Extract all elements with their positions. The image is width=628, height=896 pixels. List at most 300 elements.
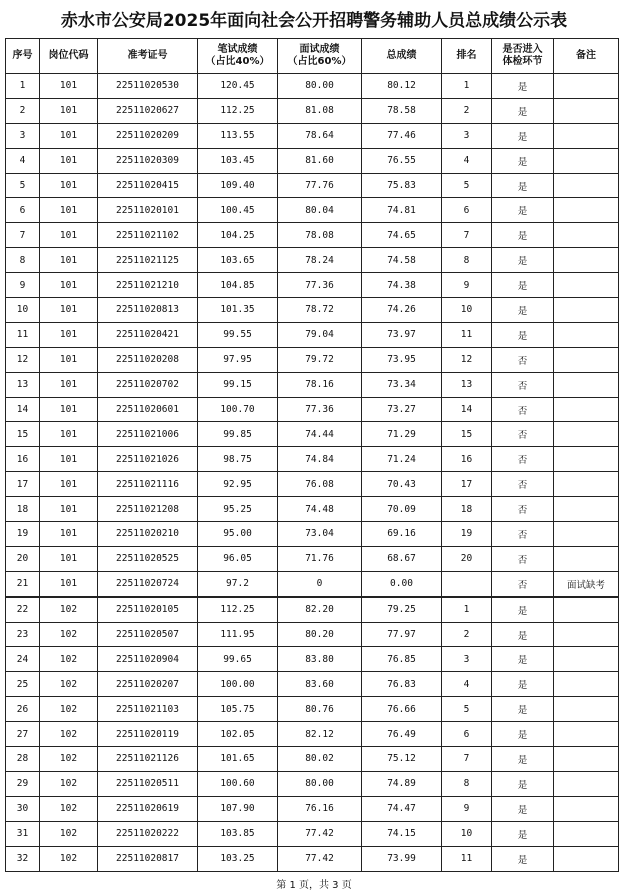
table-row: [6, 74, 619, 99]
table-row: [6, 322, 619, 347]
cell-enter-exam: 是: [492, 298, 554, 323]
cell-ticket-number: 22511021103: [98, 697, 198, 722]
cell-seq: 20: [6, 546, 40, 571]
cell-written-score: 103.45: [198, 148, 278, 173]
cell-post-code: 101: [40, 497, 98, 522]
cell-written-score: 111.95: [198, 622, 278, 647]
cell-written-score: 104.25: [198, 223, 278, 248]
cell-interview-score: 80.04: [278, 198, 362, 223]
cell-ticket-number: 22511021006: [98, 422, 198, 447]
cell-enter-exam: 是: [492, 846, 554, 871]
cell-enter-exam: 是: [492, 173, 554, 198]
cell-post-code: 102: [40, 846, 98, 871]
cell-post-code: 101: [40, 248, 98, 273]
cell-rank: 3: [442, 123, 492, 148]
cell-post-code: 102: [40, 597, 98, 622]
header-ticket-number: 准考证号: [98, 39, 198, 74]
cell-seq: 28: [6, 747, 40, 772]
table-row: [6, 597, 619, 622]
cell-written-score: 112.25: [198, 98, 278, 123]
cell-ticket-number: 22511021210: [98, 273, 198, 298]
cell-written-score: 103.65: [198, 248, 278, 273]
cell-ticket-number: 22511020210: [98, 522, 198, 547]
cell-rank: 13: [442, 372, 492, 397]
cell-remark: [554, 722, 619, 747]
cell-rank: 8: [442, 771, 492, 796]
table-row: [6, 647, 619, 672]
cell-seq: 11: [6, 322, 40, 347]
cell-ticket-number: 22511021208: [98, 497, 198, 522]
cell-post-code: 101: [40, 98, 98, 123]
cell-interview-score: 82.20: [278, 597, 362, 622]
cell-written-score: 101.35: [198, 298, 278, 323]
cell-enter-exam: 否: [492, 397, 554, 422]
cell-seq: 27: [6, 722, 40, 747]
cell-remark: [554, 123, 619, 148]
header-interview-line1: 面试成绩: [299, 44, 340, 55]
cell-ticket-number: 22511020817: [98, 846, 198, 871]
cell-enter-exam: 是: [492, 622, 554, 647]
cell-remark: [554, 273, 619, 298]
cell-remark: [554, 74, 619, 99]
cell-seq: 6: [6, 198, 40, 223]
cell-written-score: 103.25: [198, 846, 278, 871]
cell-remark: [554, 397, 619, 422]
table-row: [6, 846, 619, 871]
cell-interview-score: 77.42: [278, 821, 362, 846]
cell-total-score: 78.58: [362, 98, 442, 123]
cell-total-score: 0.00: [362, 571, 442, 596]
cell-seq: 23: [6, 622, 40, 647]
cell-post-code: 101: [40, 372, 98, 397]
cell-written-score: 92.95: [198, 472, 278, 497]
cell-rank: [442, 571, 492, 596]
cell-total-score: 73.34: [362, 372, 442, 397]
header-total-score: 总成绩: [362, 39, 442, 74]
table-row: [6, 771, 619, 796]
cell-written-score: 99.15: [198, 372, 278, 397]
cell-interview-score: 78.16: [278, 372, 362, 397]
cell-rank: 20: [442, 546, 492, 571]
page-title: 赤水市公安局2025年面向社会公开招聘警务辅助人员总成绩公示表: [60, 11, 568, 31]
cell-remark: [554, 148, 619, 173]
cell-remark: [554, 322, 619, 347]
cell-rank: 10: [442, 298, 492, 323]
cell-written-score: 95.00: [198, 522, 278, 547]
cell-rank: 17: [442, 472, 492, 497]
cell-ticket-number: 22511020904: [98, 647, 198, 672]
cell-ticket-number: 22511020208: [98, 347, 198, 372]
cell-remark: [554, 173, 619, 198]
header-written-line2: （占比40%）: [205, 56, 270, 67]
table-row: [6, 672, 619, 697]
cell-rank: 2: [442, 622, 492, 647]
cell-ticket-number: 22511020813: [98, 298, 198, 323]
table-row: [6, 223, 619, 248]
cell-ticket-number: 22511020207: [98, 672, 198, 697]
header-rank: 排名: [442, 39, 492, 74]
cell-interview-score: 79.04: [278, 322, 362, 347]
cell-written-score: 95.25: [198, 497, 278, 522]
cell-enter-exam: 是: [492, 74, 554, 99]
cell-total-score: 74.81: [362, 198, 442, 223]
cell-seq: 4: [6, 148, 40, 173]
cell-ticket-number: 22511020222: [98, 821, 198, 846]
cell-enter-exam: 是: [492, 198, 554, 223]
cell-total-score: 76.85: [362, 647, 442, 672]
cell-post-code: 101: [40, 273, 98, 298]
cell-remark: [554, 672, 619, 697]
page-footer: 第 1 页，共 3 页: [276, 880, 352, 891]
cell-ticket-number: 22511021026: [98, 447, 198, 472]
cell-seq: 21: [6, 571, 40, 596]
cell-ticket-number: 22511020209: [98, 123, 198, 148]
cell-interview-score: 74.84: [278, 447, 362, 472]
cell-post-code: 101: [40, 223, 98, 248]
cell-ticket-number: 22511020507: [98, 622, 198, 647]
cell-ticket-number: 22511021126: [98, 747, 198, 772]
cell-post-code: 102: [40, 771, 98, 796]
cell-total-score: 73.27: [362, 397, 442, 422]
table-row: [6, 821, 619, 846]
cell-interview-score: 77.42: [278, 846, 362, 871]
cell-written-score: 99.85: [198, 422, 278, 447]
table-row: [6, 372, 619, 397]
cell-enter-exam: 是: [492, 647, 554, 672]
cell-total-score: 68.67: [362, 546, 442, 571]
cell-total-score: 70.43: [362, 472, 442, 497]
cell-seq: 18: [6, 497, 40, 522]
cell-post-code: 101: [40, 298, 98, 323]
cell-total-score: 74.15: [362, 821, 442, 846]
cell-enter-exam: 是: [492, 273, 554, 298]
cell-enter-exam: 是: [492, 697, 554, 722]
cell-ticket-number: 22511020627: [98, 98, 198, 123]
cell-written-score: 100.00: [198, 672, 278, 697]
cell-ticket-number: 22511020525: [98, 546, 198, 571]
cell-interview-score: 78.64: [278, 123, 362, 148]
cell-enter-exam: 是: [492, 597, 554, 622]
cell-post-code: 101: [40, 571, 98, 596]
cell-interview-score: 78.08: [278, 223, 362, 248]
cell-remark: [554, 796, 619, 821]
cell-enter-exam: 否: [492, 372, 554, 397]
cell-enter-exam: 是: [492, 123, 554, 148]
table-row: [6, 497, 619, 522]
cell-written-score: 112.25: [198, 597, 278, 622]
cell-remark: [554, 622, 619, 647]
cell-post-code: 101: [40, 397, 98, 422]
cell-interview-score: 76.16: [278, 796, 362, 821]
cell-rank: 16: [442, 447, 492, 472]
cell-ticket-number: 22511020119: [98, 722, 198, 747]
cell-ticket-number: 22511021125: [98, 248, 198, 273]
cell-post-code: 101: [40, 522, 98, 547]
cell-seq: 8: [6, 248, 40, 273]
cell-enter-exam: 否: [492, 347, 554, 372]
cell-seq: 5: [6, 173, 40, 198]
table-row: [6, 747, 619, 772]
cell-written-score: 97.2: [198, 571, 278, 596]
cell-total-score: 74.58: [362, 248, 442, 273]
cell-interview-score: 73.04: [278, 522, 362, 547]
table-row: [6, 722, 619, 747]
cell-post-code: 102: [40, 647, 98, 672]
cell-remark: 面试缺考: [554, 571, 619, 596]
cell-interview-score: 80.76: [278, 697, 362, 722]
cell-total-score: 76.66: [362, 697, 442, 722]
cell-remark: [554, 697, 619, 722]
header-enter-exam-line1: 是否进入: [502, 44, 543, 55]
cell-rank: 12: [442, 347, 492, 372]
cell-written-score: 103.85: [198, 821, 278, 846]
cell-written-score: 98.75: [198, 447, 278, 472]
cell-seq: 25: [6, 672, 40, 697]
cell-enter-exam: 是: [492, 821, 554, 846]
cell-post-code: 101: [40, 123, 98, 148]
cell-rank: 3: [442, 647, 492, 672]
table-row: [6, 273, 619, 298]
cell-enter-exam: 是: [492, 796, 554, 821]
table-row: [6, 347, 619, 372]
cell-seq: 15: [6, 422, 40, 447]
cell-written-score: 120.45: [198, 74, 278, 99]
cell-rank: 1: [442, 74, 492, 99]
results-table: [5, 38, 619, 872]
cell-total-score: 71.24: [362, 447, 442, 472]
cell-total-score: 76.49: [362, 722, 442, 747]
header-remark: 备注: [554, 39, 619, 74]
table-row: [6, 148, 619, 173]
cell-total-score: 79.25: [362, 597, 442, 622]
cell-interview-score: 74.44: [278, 422, 362, 447]
cell-enter-exam: 否: [492, 546, 554, 571]
cell-total-score: 76.83: [362, 672, 442, 697]
cell-total-score: 74.38: [362, 273, 442, 298]
cell-written-score: 107.90: [198, 796, 278, 821]
cell-enter-exam: 是: [492, 747, 554, 772]
cell-written-score: 102.05: [198, 722, 278, 747]
cell-post-code: 101: [40, 347, 98, 372]
cell-enter-exam: 否: [492, 522, 554, 547]
cell-remark: [554, 372, 619, 397]
header-enter-exam: [492, 39, 554, 74]
cell-ticket-number: 22511020101: [98, 198, 198, 223]
cell-total-score: 77.97: [362, 622, 442, 647]
cell-ticket-number: 22511020702: [98, 372, 198, 397]
header-interview-line2: （占比60%）: [287, 56, 352, 67]
cell-interview-score: 76.08: [278, 472, 362, 497]
cell-remark: [554, 422, 619, 447]
cell-seq: 9: [6, 273, 40, 298]
cell-total-score: 74.65: [362, 223, 442, 248]
cell-seq: 32: [6, 846, 40, 871]
cell-interview-score: 80.00: [278, 771, 362, 796]
cell-post-code: 101: [40, 422, 98, 447]
cell-seq: 29: [6, 771, 40, 796]
cell-post-code: 101: [40, 173, 98, 198]
cell-rank: 9: [442, 273, 492, 298]
cell-remark: [554, 98, 619, 123]
cell-interview-score: 80.20: [278, 622, 362, 647]
cell-remark: [554, 597, 619, 622]
cell-seq: 31: [6, 821, 40, 846]
cell-remark: [554, 347, 619, 372]
cell-rank: 11: [442, 846, 492, 871]
table-row: [6, 123, 619, 148]
cell-seq: 19: [6, 522, 40, 547]
table-row: [6, 248, 619, 273]
cell-written-score: 105.75: [198, 697, 278, 722]
cell-interview-score: 77.36: [278, 273, 362, 298]
header-enter-exam-line2: 体检环节: [502, 56, 543, 67]
cell-interview-score: 80.00: [278, 74, 362, 99]
cell-seq: 13: [6, 372, 40, 397]
cell-ticket-number: 22511020619: [98, 796, 198, 821]
table-row: [6, 298, 619, 323]
cell-remark: [554, 497, 619, 522]
cell-total-score: 76.55: [362, 148, 442, 173]
table-row: [6, 522, 619, 547]
cell-rank: 10: [442, 821, 492, 846]
cell-interview-score: 78.72: [278, 298, 362, 323]
cell-enter-exam: 否: [492, 497, 554, 522]
cell-written-score: 96.05: [198, 546, 278, 571]
cell-seq: 14: [6, 397, 40, 422]
cell-rank: 14: [442, 397, 492, 422]
cell-remark: [554, 647, 619, 672]
cell-enter-exam: 是: [492, 771, 554, 796]
cell-total-score: 74.47: [362, 796, 442, 821]
cell-enter-exam: 否: [492, 422, 554, 447]
cell-remark: [554, 522, 619, 547]
cell-post-code: 102: [40, 722, 98, 747]
cell-total-score: 73.99: [362, 846, 442, 871]
cell-total-score: 70.09: [362, 497, 442, 522]
cell-enter-exam: 是: [492, 148, 554, 173]
cell-rank: 8: [442, 248, 492, 273]
cell-enter-exam: 是: [492, 322, 554, 347]
table-row: [6, 98, 619, 123]
cell-post-code: 102: [40, 672, 98, 697]
cell-rank: 11: [442, 322, 492, 347]
cell-post-code: 101: [40, 546, 98, 571]
table-row: [6, 546, 619, 571]
cell-written-score: 104.85: [198, 273, 278, 298]
cell-rank: 7: [442, 223, 492, 248]
cell-interview-score: 77.76: [278, 173, 362, 198]
table-row: [6, 571, 619, 596]
cell-rank: 18: [442, 497, 492, 522]
cell-ticket-number: 22511020421: [98, 322, 198, 347]
cell-total-score: 74.26: [362, 298, 442, 323]
table-row: [6, 173, 619, 198]
cell-ticket-number: 22511021116: [98, 472, 198, 497]
cell-seq: 17: [6, 472, 40, 497]
cell-rank: 7: [442, 747, 492, 772]
cell-rank: 4: [442, 672, 492, 697]
cell-written-score: 109.40: [198, 173, 278, 198]
header-seq: 序号: [6, 39, 40, 74]
cell-remark: [554, 472, 619, 497]
table-row: [6, 796, 619, 821]
cell-enter-exam: 否: [492, 447, 554, 472]
cell-interview-score: 78.24: [278, 248, 362, 273]
cell-post-code: 101: [40, 472, 98, 497]
table-row: [6, 422, 619, 447]
cell-remark: [554, 248, 619, 273]
cell-enter-exam: 是: [492, 248, 554, 273]
cell-remark: [554, 298, 619, 323]
table-row: [6, 397, 619, 422]
cell-ticket-number: 22511020530: [98, 74, 198, 99]
cell-seq: 1: [6, 74, 40, 99]
table-body: [6, 74, 619, 872]
cell-written-score: 99.55: [198, 322, 278, 347]
cell-seq: 22: [6, 597, 40, 622]
cell-total-score: 73.95: [362, 347, 442, 372]
cell-interview-score: 80.02: [278, 747, 362, 772]
cell-written-score: 113.55: [198, 123, 278, 148]
table-row: [6, 472, 619, 497]
cell-remark: [554, 821, 619, 846]
table-row: [6, 447, 619, 472]
cell-interview-score: 83.60: [278, 672, 362, 697]
cell-interview-score: 74.48: [278, 497, 362, 522]
cell-total-score: 75.83: [362, 173, 442, 198]
cell-enter-exam: 是: [492, 223, 554, 248]
cell-seq: 2: [6, 98, 40, 123]
header-interview-score: [278, 39, 362, 74]
cell-interview-score: 82.12: [278, 722, 362, 747]
cell-post-code: 101: [40, 148, 98, 173]
cell-seq: 7: [6, 223, 40, 248]
cell-remark: [554, 198, 619, 223]
header-written-line1: 笔试成绩: [217, 44, 258, 55]
cell-ticket-number: 22511021102: [98, 223, 198, 248]
cell-rank: 2: [442, 98, 492, 123]
cell-seq: 26: [6, 697, 40, 722]
cell-interview-score: 79.72: [278, 347, 362, 372]
cell-rank: 4: [442, 148, 492, 173]
cell-remark: [554, 546, 619, 571]
table-header-row: [6, 39, 619, 74]
cell-interview-score: 83.80: [278, 647, 362, 672]
cell-seq: 30: [6, 796, 40, 821]
cell-total-score: 69.16: [362, 522, 442, 547]
cell-remark: [554, 846, 619, 871]
cell-ticket-number: 22511020511: [98, 771, 198, 796]
cell-rank: 9: [442, 796, 492, 821]
cell-post-code: 101: [40, 447, 98, 472]
cell-interview-score: 81.60: [278, 148, 362, 173]
cell-total-score: 73.97: [362, 322, 442, 347]
cell-ticket-number: 22511020105: [98, 597, 198, 622]
cell-post-code: 102: [40, 622, 98, 647]
cell-rank: 1: [442, 597, 492, 622]
cell-seq: 10: [6, 298, 40, 323]
cell-enter-exam: 是: [492, 722, 554, 747]
cell-rank: 15: [442, 422, 492, 447]
cell-post-code: 102: [40, 796, 98, 821]
cell-seq: 24: [6, 647, 40, 672]
cell-interview-score: 77.36: [278, 397, 362, 422]
cell-ticket-number: 22511020724: [98, 571, 198, 596]
table-row: [6, 622, 619, 647]
cell-total-score: 75.12: [362, 747, 442, 772]
table-row: [6, 198, 619, 223]
cell-post-code: 101: [40, 74, 98, 99]
